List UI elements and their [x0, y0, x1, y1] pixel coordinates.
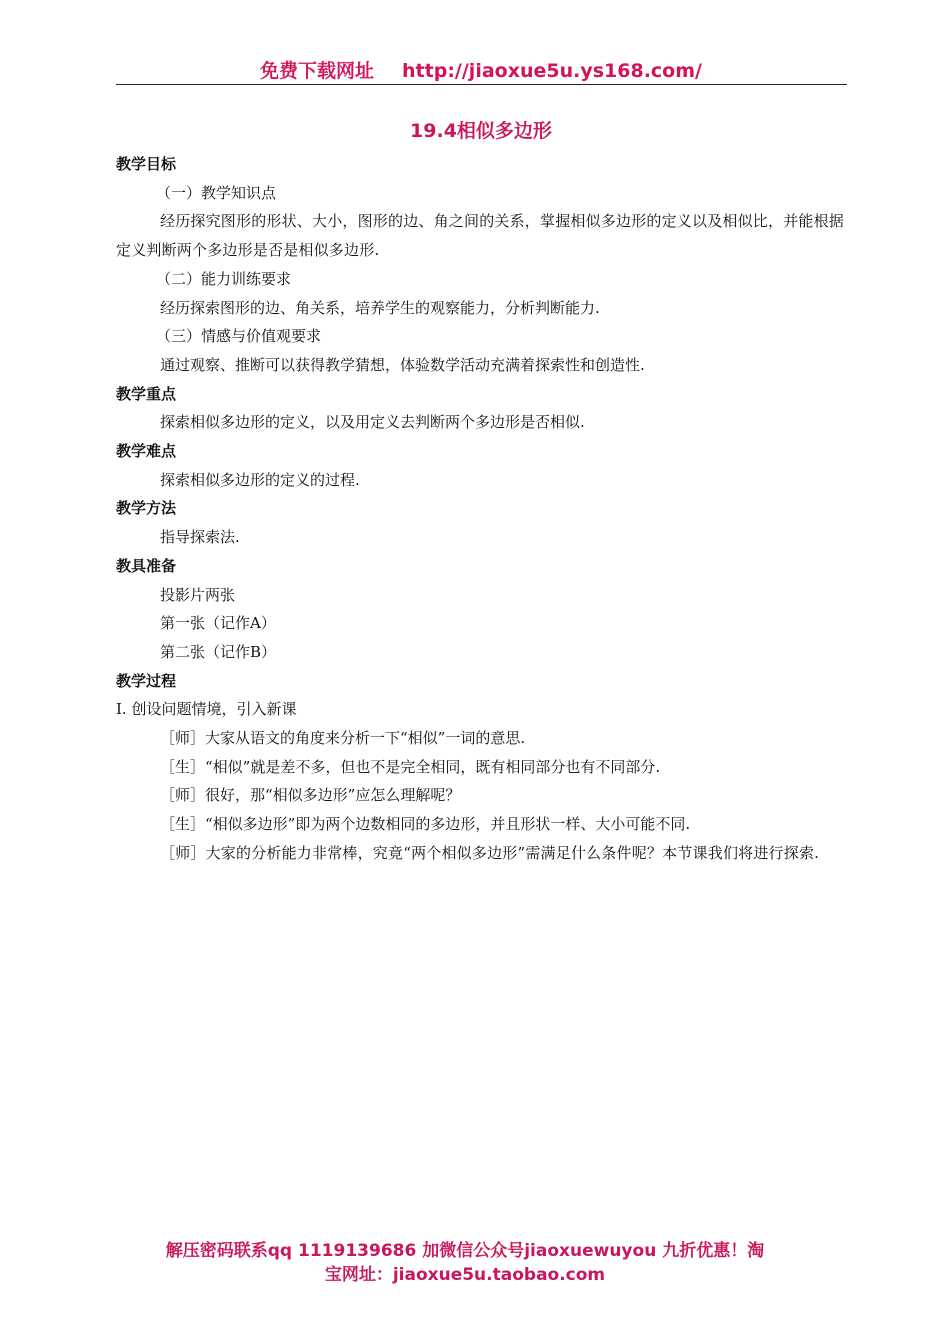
header-url-link[interactable]: http://jiaoxue5u.ys168.com/: [402, 60, 702, 82]
footer-line-2: 宝网址：jiaoxue5u.taobao.com: [324, 1265, 606, 1285]
list-item: 第二张（记作B）: [160, 642, 277, 661]
dialogue-line: ［师］很好，那“相似多边形”应怎么理解呢？: [160, 786, 461, 805]
page-title: 19.4相似多边形: [410, 120, 552, 142]
list-item: 投影片两张: [160, 585, 236, 604]
header-divider: [116, 84, 847, 85]
page-footer: [100, 1239, 830, 1287]
paragraph-knowledge: 经历探究图形的形状、大小，图形的边、角之间的关系，掌握相似多边形的定义以及相似比，并能根据定义判断两个多边形是否是相似多边形.: [116, 212, 845, 260]
paragraph-ability: 经历探索图形的边、角关系，培养学生的观察能力，分析判断能力.: [160, 298, 600, 317]
paragraph-values: 通过观察、推断可以获得教学猜想，体验数学活动充满着探索性和创造性.: [160, 355, 645, 374]
document-body: [116, 150, 848, 868]
section-heading-difficulties: 教学难点: [116, 442, 177, 461]
subheading-values: （三）情感与价值观要求: [156, 327, 322, 346]
subheading-ability: （二）能力训练要求: [156, 269, 292, 288]
dialogue-line: ［生］“相似多边形”即为两个边数相同的多边形，并且形状一样、大小可能不同.: [160, 815, 691, 834]
footer-line-1: 解压密码联系qq 1119139686 加微信公众号jiaoxuewuyou 九折优惠！淘: [165, 1241, 765, 1261]
paragraph-difficulties: 探索相似多边形的定义的过程.: [160, 470, 360, 489]
section-heading-method: 教学方法: [116, 499, 177, 518]
subheading-knowledge: （一）教学知识点: [156, 183, 277, 202]
dialogue-line: ［生］“相似”就是差不多，但也不是完全相同，既有相同部分也有不同部分.: [160, 757, 661, 776]
section-heading-objectives: 教学目标: [116, 155, 177, 173]
paragraph-method: 指导探索法.: [160, 528, 240, 547]
header-label: 免费下载网址: [260, 60, 375, 82]
list-item: 第一张（记作A）: [160, 614, 276, 633]
section-heading-process: 教学过程: [116, 671, 177, 690]
section-heading-key-points: 教学重点: [116, 384, 177, 403]
process-step-title: Ⅰ. 创设问题情境，引入新课: [116, 700, 297, 719]
dialogue-line: ［师］大家的分析能力非常棒，究竟“两个相似多边形”需满足什么条件呢？本节课我们将进行探索.: [160, 843, 820, 862]
dialogue-line: ［师］大家从语文的角度来分析一下“相似”一词的意思.: [160, 729, 526, 748]
page-header: [116, 56, 846, 84]
paragraph-key-points: 探索相似多边形的定义，以及用定义去判断两个多边形是否相似.: [160, 413, 585, 432]
section-heading-tools: 教具准备: [116, 556, 177, 575]
